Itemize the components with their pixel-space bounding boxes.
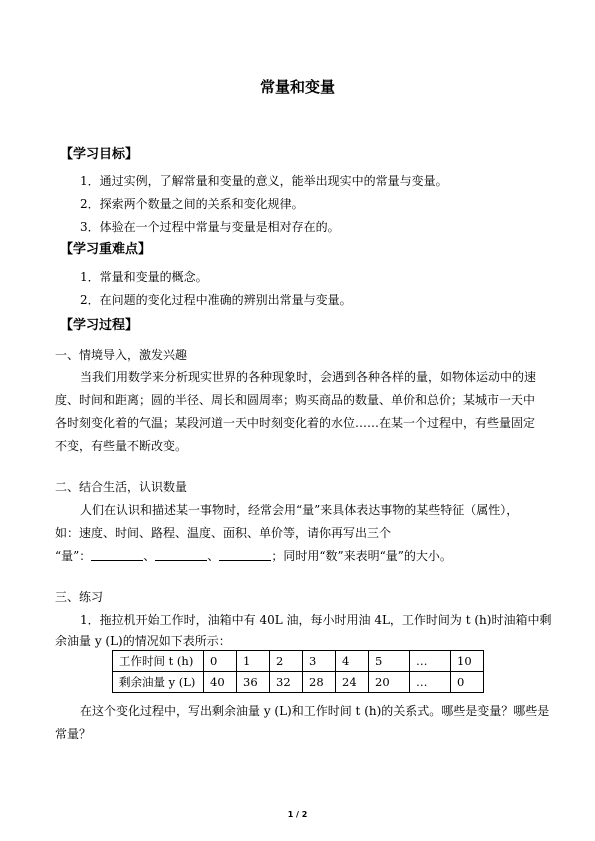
page-title: 常量和变量 (259, 78, 335, 96)
table-cell: 0 (451, 672, 484, 693)
fill-prefix: “量”： (55, 549, 92, 563)
goals-heading: 【学习目标】 (60, 147, 139, 162)
key-point-item: 2．在问题的变化过程中准确的辨别出常量与变量。 (80, 293, 352, 307)
table-cell: 5 (369, 651, 410, 672)
table-cell: 40 (204, 672, 237, 693)
table-cell: … (410, 651, 451, 672)
fill-suffix: ；同时用“数”来表明“量”的大小。 (271, 549, 452, 563)
table-cell: 10 (451, 651, 484, 672)
table-cell: 1 (237, 651, 270, 672)
question-line: 1．拖拉机开始工作时，油箱中有 40L 油，每小时用油 4L，工作时间为 t (h)时油箱中剩 (80, 613, 552, 627)
table-cell: 2 (270, 651, 303, 672)
page-number: 1 / 2 (287, 810, 308, 819)
answer-blank[interactable] (219, 550, 271, 561)
answer-blank[interactable] (155, 550, 207, 561)
table-cell: 24 (336, 672, 369, 693)
question-line: 常量？ (55, 727, 92, 741)
table-row (113, 651, 484, 672)
table-cell: … (410, 672, 451, 693)
part1-line: 各时刻变化着的气温；某段河道一天中时刻变化着的水位……在某一个过程中，有些量固定 (55, 416, 536, 430)
question-line: 在这个变化过程中，写出剩余油量 y (L)和工作时间 t (h)的关系式。哪些是变量？哪些是 (80, 704, 550, 718)
table-cell: 20 (369, 672, 410, 693)
part3-heading: 三、练习 (55, 590, 104, 604)
fill-separator: 、 (207, 549, 220, 563)
goal-item: 2．探索两个数量之间的关系和变化规律。 (80, 197, 304, 211)
key-point-item: 1．常量和变量的概念。 (80, 270, 208, 284)
process-heading: 【学习过程】 (60, 318, 139, 333)
table-cell: 剩余油量 y (L) (113, 672, 204, 693)
part2-line: 如：速度、时间、路程、温度、面积、单价等，请你再写出三个 (55, 526, 392, 540)
part2-fill-line (55, 547, 452, 564)
table-cell: 0 (204, 651, 237, 672)
fill-separator: 、 (143, 549, 156, 563)
part1-heading: 一、情境导入，激发兴趣 (55, 348, 188, 362)
goal-item: 1．通过实例，了解常量和变量的意义，能举出现实中的常量与变量。 (80, 174, 448, 188)
data-table (112, 650, 484, 693)
part2-heading: 二、结合生活，认识数量 (55, 480, 188, 494)
table-cell: 36 (237, 672, 270, 693)
part2-line: 人们在认识和描述某一事物时，经常会用“量”来具体表达事物的某些特征（属性）， (80, 503, 519, 517)
key-points-heading: 【学习重难点】 (60, 242, 152, 257)
table-cell: 32 (270, 672, 303, 693)
table-cell: 28 (303, 672, 336, 693)
answer-blank[interactable] (91, 550, 143, 561)
question-line: 余油量 y (L)的情况如下表所示： (55, 634, 231, 648)
table-cell: 4 (336, 651, 369, 672)
table-row (113, 672, 484, 693)
part1-line: 度、时间和距离；圆的半径、周长和圆周率；购买商品的数量、单价和总价；某城市一天中 (55, 393, 536, 407)
table-cell: 工作时间 t (h) (113, 651, 204, 672)
goal-item: 3．体验在一个过程中常量与变量是相对存在的。 (80, 220, 340, 234)
part1-line: 不变，有些量不断改变。 (55, 439, 188, 453)
part1-line: 当我们用数学来分析现实世界的各种现象时，会遇到各种各样的量，如物体运动中的速 (80, 370, 537, 384)
table-cell: 3 (303, 651, 336, 672)
